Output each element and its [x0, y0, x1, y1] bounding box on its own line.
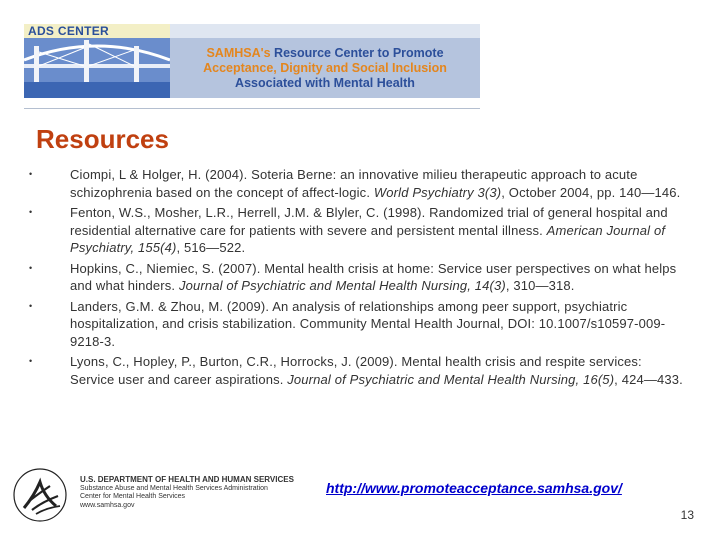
reference-journal: Journal of Psychiatric and Mental Health Nursing, 16(5) — [287, 371, 615, 387]
reference-item — [26, 260, 686, 295]
reference-text: Fenton, W.S., Mosher, L.R., Herrell, J.M. & Blyler, C. (1998). Randomized trial of general hospital and residential alternative care for patients with severe and persistent mental illness. — [70, 205, 668, 238]
banner-title-line3: Associated with Mental Health — [235, 76, 415, 90]
reference-item — [26, 353, 686, 388]
hhs-cmhs: Center for Mental Health Services — [80, 493, 186, 501]
bridge-illustration — [24, 38, 170, 98]
hhs-website: www.samhsa.gov — [80, 501, 135, 509]
hhs-agency-text — [80, 476, 294, 510]
promote-acceptance-link[interactable]: http://www.promoteacceptance.samhsa.gov/ — [326, 480, 622, 496]
banner-title-line2: Acceptance, Dignity and Social Inclusion — [203, 61, 447, 75]
bullet-icon: • — [29, 356, 33, 366]
banner-samhsa: SAMHSA's — [206, 46, 271, 60]
reference-item — [26, 166, 686, 201]
hhs-samhsa: Substance Abuse and Mental Health Services Administration — [80, 484, 268, 492]
reference-item — [26, 298, 686, 351]
bullet-icon: • — [29, 207, 33, 217]
reference-pages: , 516—522. — [176, 240, 246, 255]
page-number: 13 — [680, 508, 694, 522]
header-divider — [24, 108, 480, 109]
banner-title-panel — [170, 24, 480, 98]
slide-title: Resources — [36, 124, 169, 154]
banner-bridge-panel — [24, 24, 170, 98]
reference-item — [26, 204, 686, 257]
banner-title-line1 — [170, 46, 480, 61]
reference-pages: , October 2004, pp. 140—146. — [501, 184, 681, 200]
reference-text: Ciompi, L & Holger, H. (2004). Soteria Berne: an innovative milieu therapeutic approach to acute schizophrenia based on the concept of affect-logic. — [70, 167, 638, 200]
reference-text: Lyons, C., Hopley, P., Burton, C.R., Horrocks, J. (2009). Mental health crisis and respite services: Service user and career aspirations. — [70, 354, 642, 387]
header-banner — [24, 24, 480, 98]
reference-journal: Journal of Psychiatric and Mental Health Nursing, 14(3) — [178, 278, 506, 293]
reference-journal: World Psychiatry 3(3) — [373, 184, 502, 200]
banner-title — [170, 46, 480, 91]
ads-center-logo: ADS CENTER — [28, 24, 110, 38]
reference-journal: American Journal of Psychiatry, 155(4) — [70, 222, 666, 255]
bullet-icon: • — [29, 300, 33, 311]
reference-list — [26, 166, 686, 391]
reference-text: Hopkins, C., Niemiec, S. (2007). Mental health crisis at home: Service user perspectives on what helps and what hinders. — [70, 260, 677, 293]
bullet-icon: • — [29, 262, 33, 273]
banner-title-rest: Resource Center to Promote — [270, 46, 444, 60]
bullet-icon: • — [29, 169, 33, 179]
ads-center-bar — [24, 24, 170, 38]
reference-text: Landers, G.M. & Zhou, M. (2009). An analysis of relationships among peer support, psychiatric hospitalization, and crisis stabilization. Community Mental Health Journal, DOI: 10.1007/s10597-009-9218-3. — [70, 298, 666, 349]
hhs-eagle-logo-icon — [10, 466, 80, 524]
reference-pages: , 424—433. — [614, 371, 683, 387]
hhs-department: U.S. DEPARTMENT OF HEALTH AND HUMAN SERVICES — [80, 475, 294, 484]
banner-top-strip — [170, 24, 480, 38]
reference-pages: , 310—318. — [505, 278, 575, 293]
